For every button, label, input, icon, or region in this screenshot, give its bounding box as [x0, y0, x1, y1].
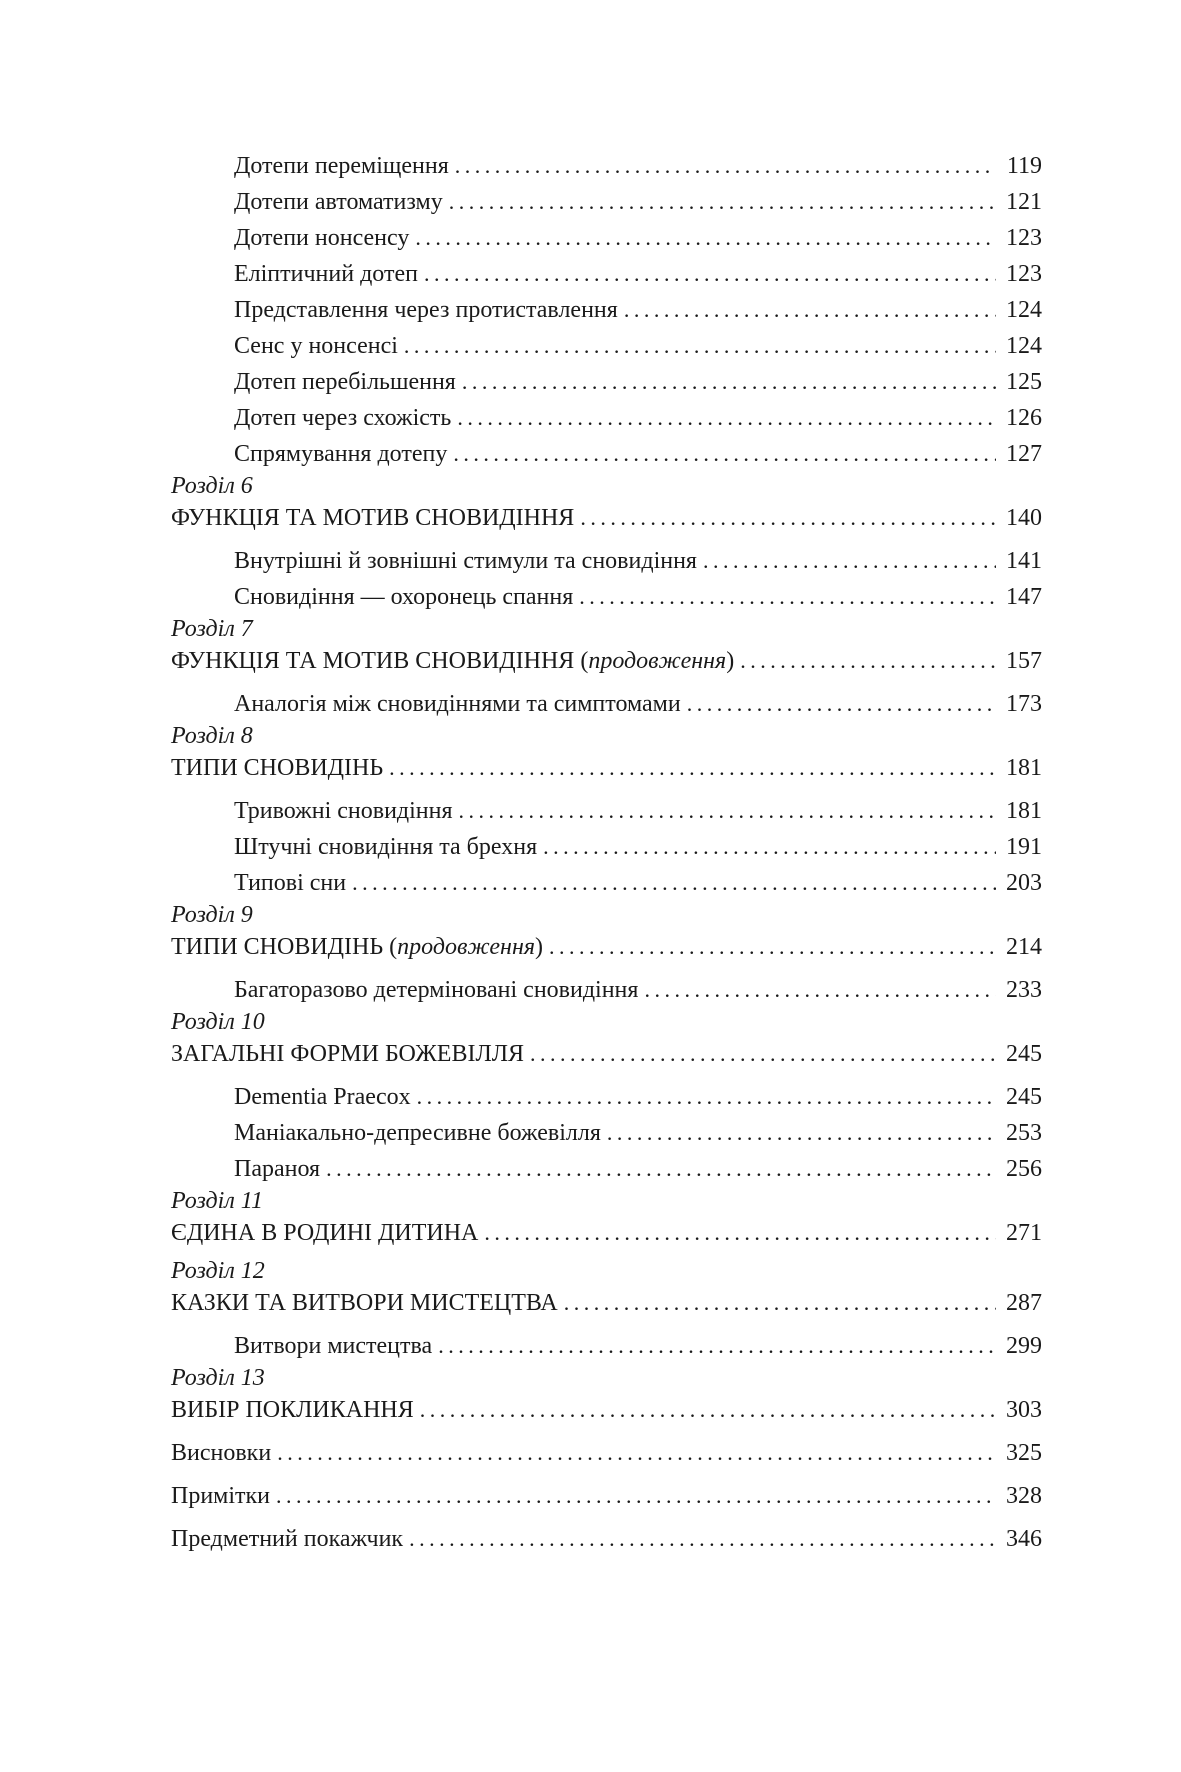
- toc-chapter-page: 303: [1006, 1397, 1042, 1423]
- leader-dots: [326, 1151, 996, 1186]
- leader-dots: [564, 1285, 996, 1321]
- toc-entry-page: 191: [1006, 834, 1042, 860]
- toc-chapter: [171, 643, 1042, 679]
- leader-dots: [276, 1478, 996, 1514]
- chapter-label: Розділ 8: [171, 723, 253, 749]
- toc-entry-page: 124: [1006, 297, 1042, 323]
- toc-backmatter-title: Предметний покажчик: [171, 1526, 404, 1552]
- toc-chapter: [171, 1285, 1042, 1321]
- toc-entry-title: Дотепи нонсенсу: [234, 225, 410, 251]
- toc-entry: [171, 436, 1042, 472]
- toc-backmatter-title: Примітки: [171, 1483, 271, 1509]
- toc-chapter-title-italic: продовження: [588, 648, 727, 674]
- leader-dots: [644, 972, 996, 1007]
- leader-dots: [543, 829, 996, 864]
- toc-entry: [171, 972, 1042, 1008]
- toc-entry-page: 127: [1006, 441, 1042, 467]
- toc-chapter-page: 271: [1006, 1220, 1042, 1246]
- toc-entry-page: 126: [1006, 405, 1042, 431]
- toc-chapter-title: КАЗКИ ТА ВИТВОРИ МИСТЕЦТВА: [171, 1290, 558, 1316]
- toc-entry: [171, 220, 1042, 256]
- toc-chapter: [171, 750, 1042, 786]
- chapter-label: Розділ 11: [171, 1188, 264, 1214]
- toc-entry-title: Дотеп через схожість: [234, 405, 452, 431]
- leader-dots: [438, 1328, 996, 1363]
- toc-entry: [171, 256, 1042, 292]
- toc-chapter-title-main: ТИПИ СНОВИДІНЬ (: [171, 934, 398, 960]
- toc-entry-title: Дотеп перебільшення: [234, 369, 456, 395]
- leader-dots: [624, 292, 996, 327]
- toc-entry-title: Еліптичний дотеп: [234, 261, 418, 287]
- leader-dots: [449, 184, 996, 219]
- toc-chapter: [171, 1036, 1042, 1072]
- toc-chapter-title-main: ФУНКЦІЯ ТА МОТИВ СНОВИДІННЯ (: [171, 648, 589, 674]
- leader-dots: [579, 579, 996, 614]
- toc-entry-title: Витвори мистецтва: [234, 1333, 433, 1359]
- toc-entry: [171, 865, 1042, 901]
- leader-dots: [580, 500, 996, 536]
- toc-entry-page: 147: [1006, 584, 1042, 610]
- chapter-label: Розділ 7: [171, 616, 253, 642]
- toc-entry-page: 233: [1006, 977, 1042, 1003]
- toc-entry: [171, 543, 1042, 579]
- toc-chapter: [171, 1392, 1042, 1428]
- toc-entry-page: 125: [1006, 369, 1042, 395]
- toc-chapter: [171, 500, 1042, 536]
- toc-chapter-title-end: ): [535, 934, 544, 960]
- toc-entry-title: Дотепи переміщення: [234, 153, 449, 179]
- toc-backmatter: [171, 1435, 1042, 1471]
- toc-entry-title: Представлення через протиставлення: [234, 297, 618, 323]
- toc-entry: [171, 793, 1042, 829]
- leader-dots: [484, 1215, 996, 1251]
- toc-chapter-title-italic: продовження: [397, 934, 536, 960]
- toc-chapter-title: ЄДИНА В РОДИНІ ДИТИНА: [171, 1220, 479, 1246]
- toc-entry-page: 256: [1006, 1156, 1042, 1182]
- toc-backmatter-title: Висновки: [171, 1440, 272, 1466]
- toc-entry-title: Тривожні сновидіння: [234, 798, 453, 824]
- toc-chapter-page: 245: [1006, 1041, 1042, 1067]
- toc-entry: [171, 1115, 1042, 1151]
- toc-chapter-title: ВИБІР ПОКЛИКАННЯ: [171, 1397, 414, 1423]
- leader-dots: [459, 793, 996, 828]
- leader-dots: [352, 865, 996, 900]
- toc-entry: [171, 1151, 1042, 1187]
- toc-entry-title: Маніакально-депресивне божевілля: [234, 1120, 601, 1146]
- toc-entry: [171, 400, 1042, 436]
- toc-backmatter-page: 346: [1006, 1526, 1042, 1552]
- toc-entry: [171, 364, 1042, 400]
- toc-entry-page: 121: [1006, 189, 1042, 215]
- leader-dots: [457, 400, 996, 435]
- toc-chapter-title: [171, 929, 543, 965]
- leader-dots: [415, 220, 996, 255]
- toc-entry-title: Внутрішні й зовнішні стимули та сновидіння: [234, 548, 697, 574]
- leader-dots: [455, 148, 996, 183]
- toc-entry: [171, 829, 1042, 865]
- toc-backmatter-page: 328: [1006, 1483, 1042, 1509]
- toc-entry-title: Сновидіння — охоронець спання: [234, 584, 574, 610]
- toc-entry-page: 123: [1006, 261, 1042, 287]
- toc-backmatter-page: 325: [1006, 1440, 1042, 1466]
- leader-dots: [404, 328, 996, 363]
- toc-chapter-page: 214: [1006, 934, 1042, 960]
- toc-entry: [171, 1079, 1042, 1115]
- toc-entry-page: 299: [1006, 1333, 1042, 1359]
- table-of-contents: [171, 148, 1042, 1557]
- leader-dots: [424, 256, 996, 291]
- toc-chapter: [171, 929, 1042, 965]
- chapter-label: Розділ 6: [171, 473, 253, 499]
- toc-entry-title: Сенс у нонсенсі: [234, 333, 398, 359]
- toc-entry-page: 203: [1006, 870, 1042, 896]
- toc-entry-page: 124: [1006, 333, 1042, 359]
- toc-entry-title: Типові сни: [234, 870, 347, 896]
- toc-entry: [171, 292, 1042, 328]
- leader-dots: [462, 364, 996, 399]
- toc-chapter-title: ФУНКЦІЯ ТА МОТИВ СНОВИДІННЯ: [171, 505, 575, 531]
- leader-dots: [453, 436, 996, 471]
- toc-entry-page: 173: [1006, 691, 1042, 717]
- toc-entry: [171, 184, 1042, 220]
- toc-chapter-title: ТИПИ СНОВИДІНЬ: [171, 755, 384, 781]
- toc-entry-title: Багаторазово детерміновані сновидіння: [234, 977, 639, 1003]
- toc-entry-title: Дотепи автоматизму: [234, 189, 443, 215]
- toc-entry: [171, 686, 1042, 722]
- toc-entry-title: Спрямування дотепу: [234, 441, 448, 467]
- toc-chapter-page: 157: [1006, 648, 1042, 674]
- toc-entry-title: Параноя: [234, 1156, 321, 1182]
- toc-entry-title: Dementia Praecox: [234, 1084, 411, 1110]
- toc-entry-page: 119: [1006, 153, 1042, 179]
- leader-dots: [417, 1079, 996, 1114]
- leader-dots: [409, 1521, 996, 1557]
- leader-dots: [703, 543, 996, 578]
- leader-dots: [549, 929, 996, 965]
- toc-entry-page: 181: [1006, 798, 1042, 824]
- leader-dots: [740, 643, 996, 679]
- toc-entry-title: Аналогія між сновидіннями та симптомами: [234, 691, 681, 717]
- leader-dots: [277, 1435, 996, 1471]
- toc-chapter-page: 287: [1006, 1290, 1042, 1316]
- toc-entry-title: Штучні сновидіння та брехня: [234, 834, 538, 860]
- toc-entry: [171, 328, 1042, 364]
- toc-chapter-title-end: ): [726, 648, 735, 674]
- leader-dots: [530, 1036, 996, 1072]
- toc-chapter-title: [171, 643, 734, 679]
- toc-chapter-page: 181: [1006, 755, 1042, 781]
- chapter-label: Розділ 12: [171, 1258, 265, 1284]
- toc-entry-page: 123: [1006, 225, 1042, 251]
- toc-backmatter: [171, 1521, 1042, 1557]
- toc-entry: [171, 579, 1042, 615]
- toc-entry-page: 141: [1006, 548, 1042, 574]
- leader-dots: [607, 1115, 996, 1150]
- toc-entry: [171, 148, 1042, 184]
- leader-dots: [687, 686, 996, 721]
- toc-chapter: [171, 1215, 1042, 1251]
- toc-backmatter: [171, 1478, 1042, 1514]
- leader-dots: [420, 1392, 996, 1428]
- chapter-label: Розділ 13: [171, 1365, 265, 1391]
- toc-entry-page: 245: [1006, 1084, 1042, 1110]
- toc-chapter-title: ЗАГАЛЬНІ ФОРМИ БОЖЕВІЛЛЯ: [171, 1041, 525, 1067]
- toc-entry-page: 253: [1006, 1120, 1042, 1146]
- leader-dots: [389, 750, 996, 786]
- toc-entry: [171, 1328, 1042, 1364]
- toc-chapter-page: 140: [1006, 505, 1042, 531]
- chapter-label: Розділ 10: [171, 1009, 265, 1035]
- chapter-label: Розділ 9: [171, 902, 253, 928]
